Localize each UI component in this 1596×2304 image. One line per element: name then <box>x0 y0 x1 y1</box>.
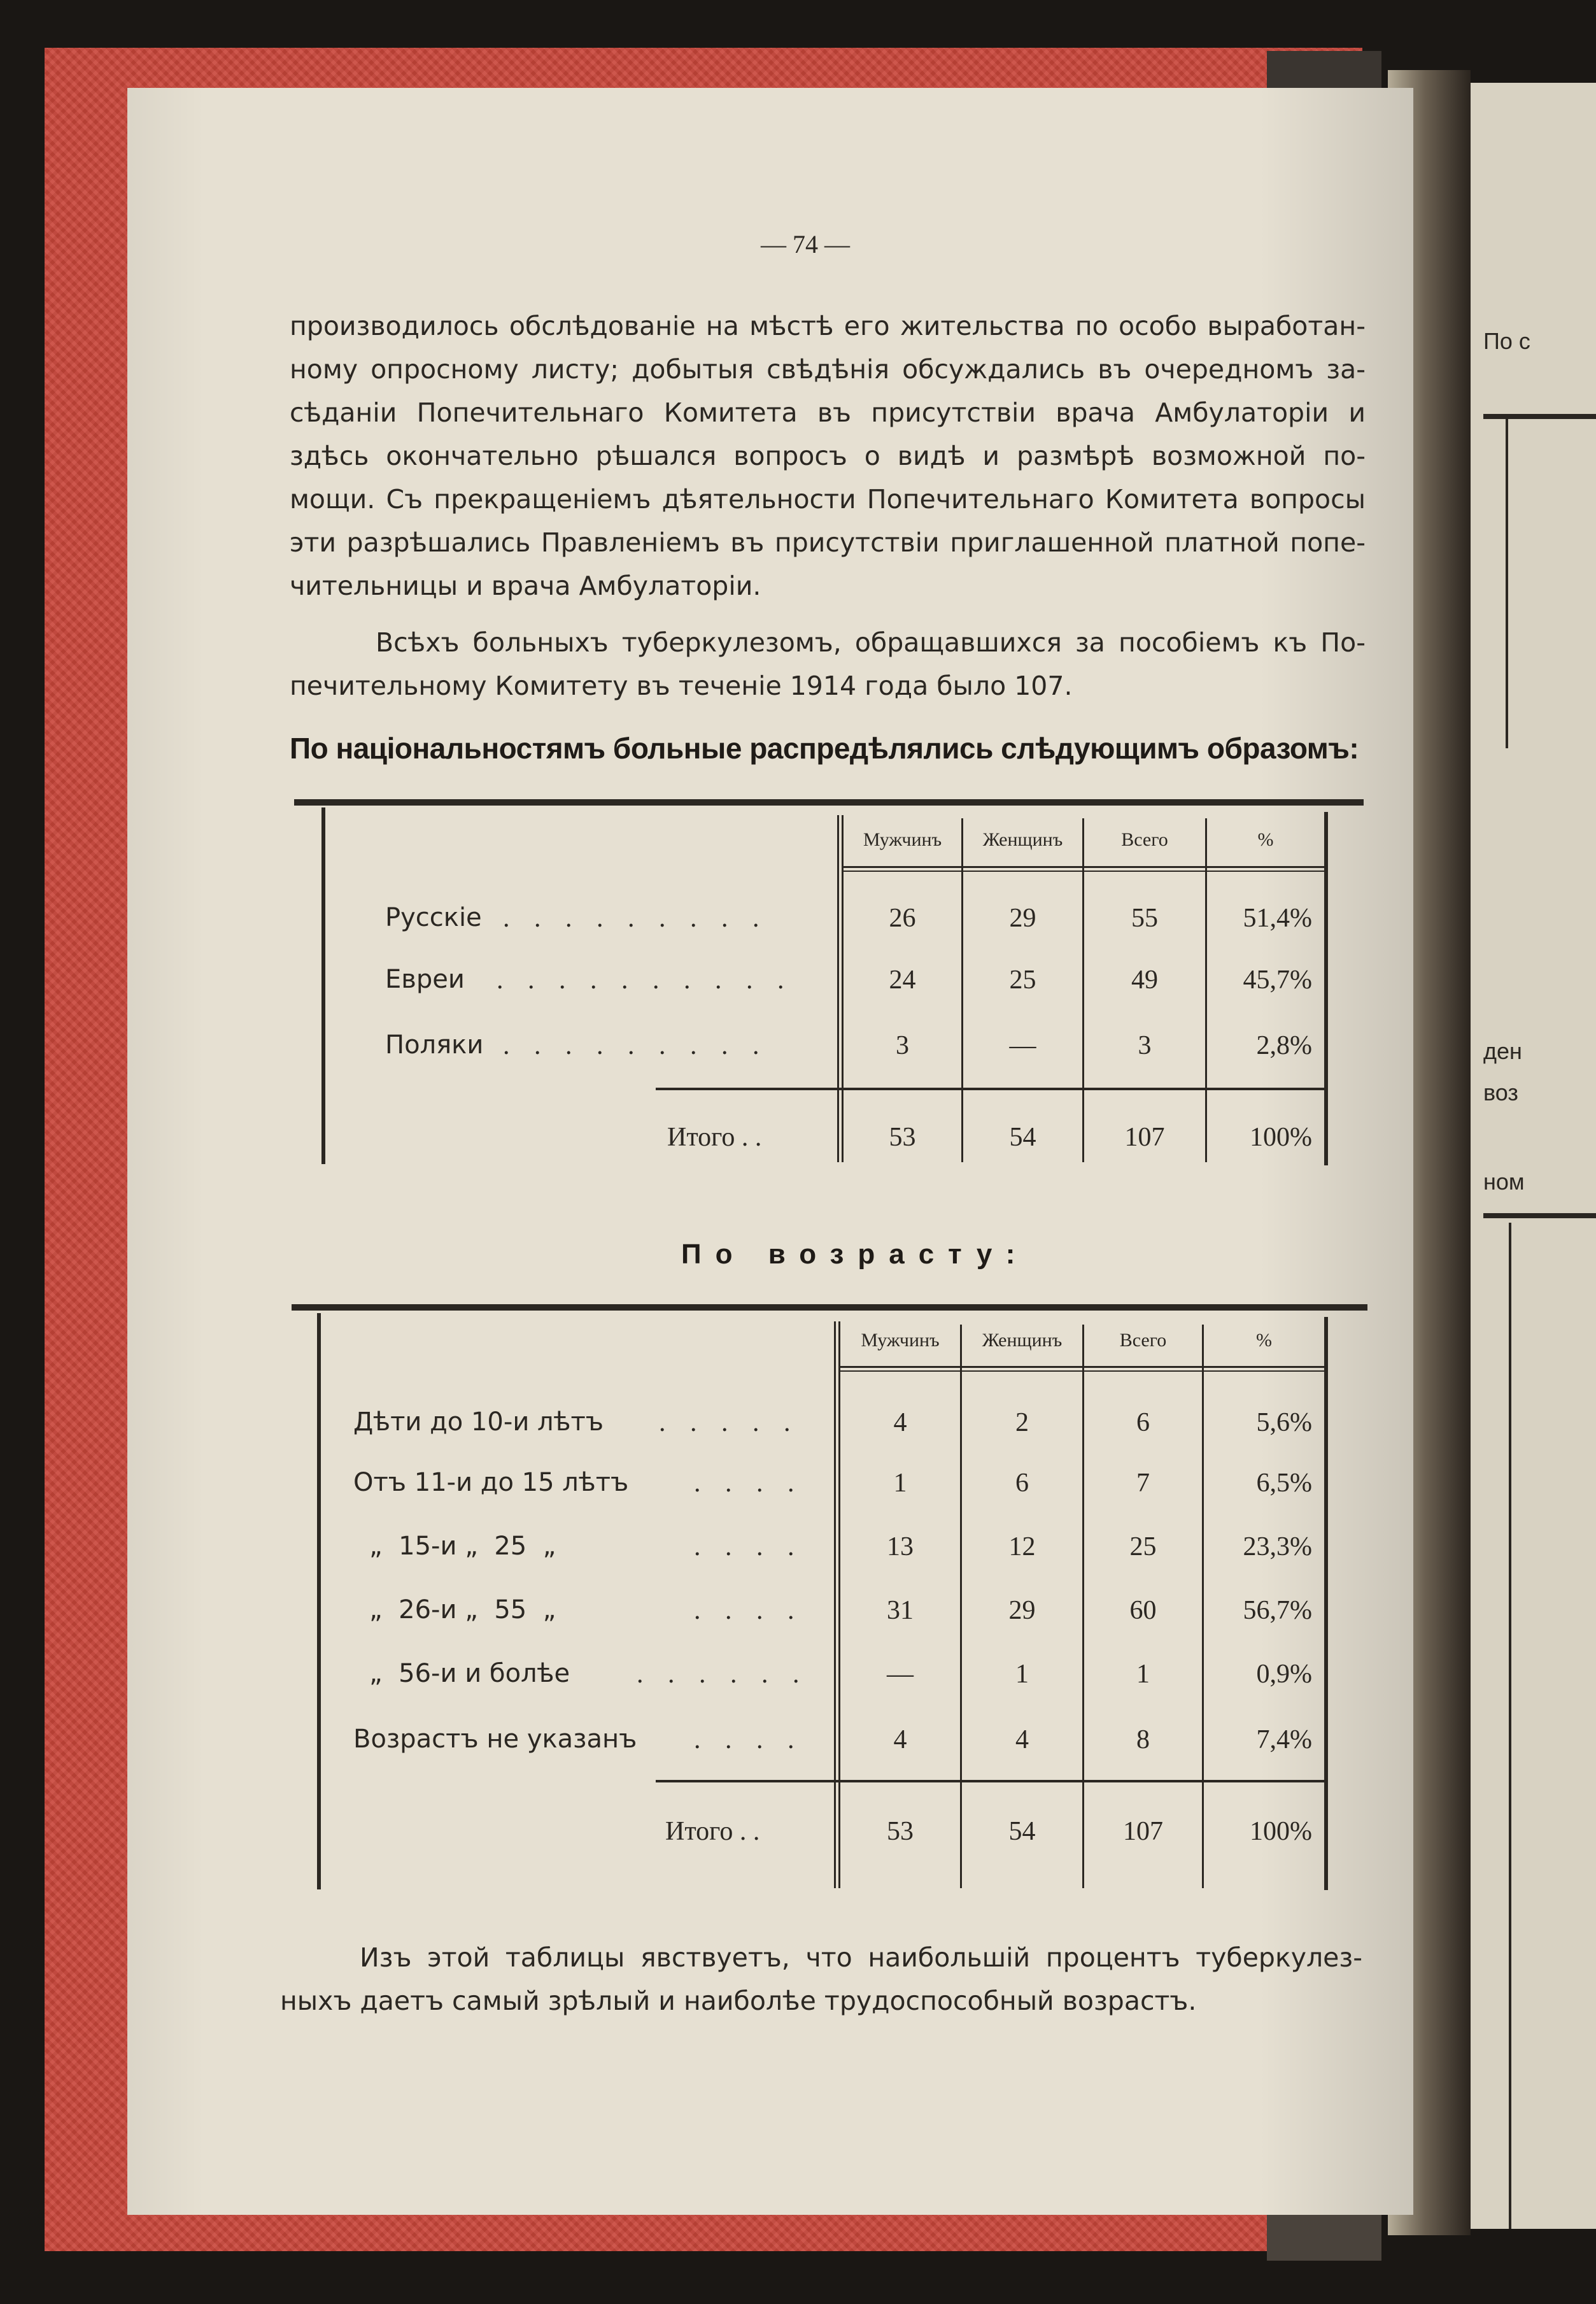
text-line: мощи. Съ прекращеніемъ дѣятельности Попечительнаго Комитета вопросы <box>290 484 1366 515</box>
total-rule <box>656 1780 1324 1782</box>
text-line: чительницы и врача Амбулаторіи. <box>290 571 761 601</box>
next-page-fragment: ден <box>1483 1038 1522 1064</box>
cell-total: 3 <box>1138 1031 1152 1060</box>
cell-total: 55 <box>1131 904 1158 933</box>
cell-men: 53 <box>887 1817 914 1846</box>
next-page-rule <box>1506 417 1508 748</box>
leader-dots: . . . . . . <box>637 1660 809 1689</box>
cell-women: 1 <box>1015 1660 1029 1689</box>
column-header-total: Всего <box>1119 1330 1167 1351</box>
header-rule <box>842 866 1325 868</box>
leader-dots: . . . . . . . . . . <box>497 965 793 995</box>
text-line: Изъ этой таблицы явствуетъ, что наибольшій процентъ туберкулез- <box>360 1942 1362 1973</box>
header-rule <box>838 1370 1325 1372</box>
row-label: „ 15-и „ 25 „ <box>369 1532 556 1561</box>
row-label: Дѣти до 10-и лѣтъ <box>353 1407 604 1437</box>
row-label: „ 56-и и болѣе <box>369 1659 570 1688</box>
column-header-percent: % <box>1257 829 1274 850</box>
total-rule <box>656 1088 1324 1090</box>
column-header-women: Женщинъ <box>982 1330 1063 1351</box>
text-line: ныхъ даетъ самый зрѣлый и наиболѣе трудоспособный возрастъ. <box>280 1986 1197 2016</box>
table-top-rule <box>292 1304 1367 1311</box>
cell-percent: 45,7% <box>1243 965 1312 995</box>
table-left-rule <box>321 807 325 1164</box>
table-left-rule <box>317 1313 321 1889</box>
leader-dots: . . . . <box>694 1532 803 1561</box>
cell-percent: 56,7% <box>1243 1596 1312 1625</box>
heading-nationality: По національностямъ больные распредѣлялись слѣдующимъ образомъ: <box>290 732 1359 765</box>
cell-women: 12 <box>1008 1532 1036 1561</box>
next-page-rule <box>1483 414 1596 419</box>
table-right-rule <box>1324 812 1328 1165</box>
cell-men: — <box>887 1660 914 1689</box>
leader-dots: . . . . . . . . . <box>503 1031 768 1060</box>
next-page-rule <box>1483 1213 1596 1218</box>
cell-total: 7 <box>1136 1468 1150 1498</box>
cell-women: 54 <box>1008 1817 1036 1846</box>
cell-percent: 7,4% <box>1256 1725 1312 1754</box>
cell-women: 4 <box>1015 1725 1029 1754</box>
row-label: Русскіе <box>385 903 482 932</box>
text-line: печительному Комитету въ теченіе 1914 года было 107. <box>290 671 1073 701</box>
cell-women: 29 <box>1009 904 1036 933</box>
cell-percent: 23,3% <box>1243 1532 1312 1561</box>
text-line: эти разрѣшались Правленіемъ въ присутствіи приглашенной платной попе- <box>290 527 1366 558</box>
cell-percent: 5,6% <box>1256 1408 1312 1437</box>
cell-total: 6 <box>1136 1408 1150 1437</box>
next-page-fragment: ном <box>1483 1169 1525 1195</box>
row-label: Поляки <box>385 1030 484 1060</box>
cell-total: 49 <box>1131 965 1158 995</box>
total-label: Итого . . <box>667 1123 762 1152</box>
leader-dots: . . . . <box>694 1596 803 1625</box>
cell-men: 13 <box>887 1532 914 1561</box>
column-rule <box>834 1321 836 1888</box>
cell-total: 1 <box>1136 1660 1150 1689</box>
text-line: сѣданіи Попечительнаго Комитета въ присутствіи врача Амбулаторіи и <box>290 397 1366 428</box>
column-header-percent: % <box>1256 1330 1272 1351</box>
table-right-rule <box>1324 1317 1328 1890</box>
leader-dots: . . . . <box>694 1725 803 1754</box>
cell-percent: 0,9% <box>1256 1660 1312 1689</box>
text-line: ному опросному листу; добытыя свѣдѣнія обсуждались въ очередномъ за- <box>290 354 1366 385</box>
row-label: „ 26-и „ 55 „ <box>369 1595 556 1625</box>
paragraph-total <box>290 621 1366 708</box>
cell-men: 31 <box>887 1596 914 1625</box>
next-page-fragment: воз <box>1483 1079 1518 1106</box>
heading-age: По возрасту: <box>681 1239 1029 1270</box>
cell-men: 4 <box>893 1408 907 1437</box>
table-top-rule <box>294 799 1364 806</box>
text-line: здѣсь окончательно рѣшался вопросъ о видѣ и размѣрѣ возможной по- <box>290 441 1366 471</box>
cell-percent: 51,4% <box>1243 904 1312 933</box>
cell-women: 54 <box>1009 1123 1036 1152</box>
cell-percent: 100% <box>1250 1817 1312 1846</box>
cell-women: 29 <box>1008 1596 1036 1625</box>
leader-dots: . . . . <box>694 1468 803 1498</box>
cell-total: 8 <box>1136 1725 1150 1754</box>
cell-men: 24 <box>889 965 916 995</box>
cell-percent: 100% <box>1250 1123 1312 1152</box>
row-label: Возрастъ не указанъ <box>353 1724 637 1754</box>
cell-men: 53 <box>889 1123 916 1152</box>
cell-women: 2 <box>1015 1408 1029 1437</box>
cell-men: 1 <box>893 1468 907 1498</box>
cell-men: 26 <box>889 904 916 933</box>
paragraph-conclusion <box>280 1936 1362 2023</box>
text-line: Всѣхъ больныхъ туберкулезомъ, обращавшихся за пособіемъ къ По- <box>376 627 1366 658</box>
cell-men: 3 <box>896 1031 909 1060</box>
cell-total: 107 <box>1124 1123 1165 1152</box>
row-label: Отъ 11-и до 15 лѣтъ <box>353 1468 629 1497</box>
cell-men: 4 <box>893 1725 907 1754</box>
column-header-men: Мужчинъ <box>863 829 942 850</box>
cell-total: 25 <box>1129 1532 1157 1561</box>
paragraph-intro <box>290 304 1366 608</box>
cell-women: 6 <box>1015 1468 1029 1498</box>
row-label: Евреи <box>385 965 465 994</box>
next-page-rule <box>1509 1223 1511 2229</box>
cell-percent: 2,8% <box>1256 1031 1312 1060</box>
total-label: Итого . . <box>665 1817 760 1846</box>
cell-women: 25 <box>1009 965 1036 995</box>
leader-dots: . . . . . <box>659 1408 800 1437</box>
next-page <box>1458 83 1596 2229</box>
cell-total: 107 <box>1123 1817 1163 1846</box>
cell-women: — <box>1009 1031 1036 1060</box>
header-rule <box>838 1366 1325 1368</box>
leader-dots: . . . . . . . . . <box>503 904 768 933</box>
column-header-men: Мужчинъ <box>861 1330 940 1351</box>
text-line: производилось обслѣдованіе на мѣстѣ его жительства по особо выработан- <box>290 311 1366 341</box>
column-rule <box>837 815 839 1162</box>
next-page-fragment: По с <box>1483 328 1530 354</box>
column-header-women: Женщинъ <box>982 829 1063 850</box>
header-rule <box>842 871 1325 872</box>
column-header-total: Всего <box>1121 829 1168 850</box>
cell-percent: 6,5% <box>1256 1468 1312 1498</box>
page-number: — 74 — <box>761 230 850 259</box>
cell-total: 60 <box>1129 1596 1157 1625</box>
